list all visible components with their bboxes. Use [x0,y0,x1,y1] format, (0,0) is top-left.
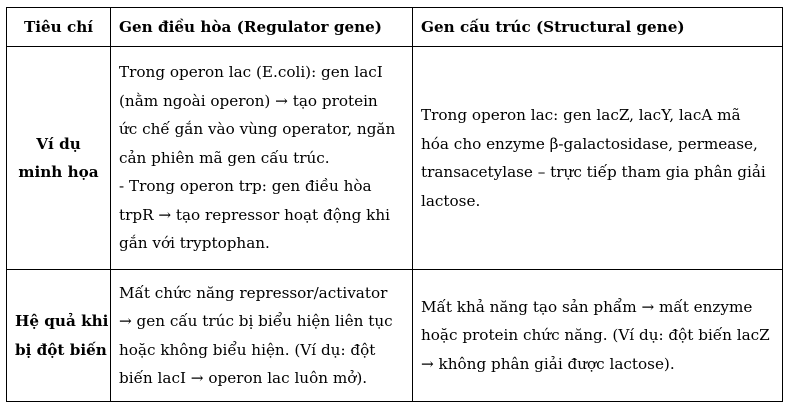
cell-line: ức chế gắn vào vùng operator, ngăn [119,120,396,139]
row-label-line: minh họa [18,163,99,181]
row-label-line: Ví dụ [36,134,81,153]
header-structural-gene: Gen cấu trúc (Structural gene) [413,8,783,47]
cell-line: gắn với tryptophan. [119,234,270,253]
row-label-line: Hệ quả khi [15,312,109,330]
cell-line: Trong operon lac (E.coli): gen lacI [119,63,383,82]
cell-line: Mất khả năng tạo sản phẩm → mất enzyme [421,297,753,316]
cell-line: hóa cho enzyme β-galactosidase, permease, [421,134,758,153]
row-label-example [7,47,111,270]
cell-line: - Trong operon trp: gen điều hòa [119,177,372,196]
header-regulator-gene: Gen điều hòa (Regulator gene) [111,8,413,47]
cell-line: hoặc không biểu hiện. (Ví dụ: đột [119,340,376,359]
header-criteria: Tiêu chí [7,8,111,47]
regulator-mutation-cell [111,270,413,402]
cell-line: cản phiên mã gen cấu trúc. [119,148,330,167]
table-row-mutation [7,270,783,402]
cell-line: biến lacI → operon lac luôn mở). [119,369,368,387]
cell-line: → gen cấu trúc bị biểu hiện liên tục [119,312,393,330]
cell-line: Mất chức năng repressor/activator [119,283,388,302]
cell-line: hoặc protein chức năng. (Ví dụ: đột biến lacZ [421,326,770,345]
cell-line: Trong operon lac: gen lacZ, lacY, lacA mã [421,106,741,124]
cell-line: (nằm ngoài operon) → tạo protein [119,91,378,110]
cell-line: trpR → tạo repressor hoạt động khi [119,205,391,224]
header-row [7,8,783,47]
cell-line: lactose. [421,191,481,210]
row-label-mutation [7,270,111,402]
cell-line: → không phân giải được lactose). [421,354,675,373]
row-label-line: bị đột biến [15,340,107,359]
table-row-example [7,47,783,270]
structural-example-cell [413,47,783,270]
structural-mutation-cell [413,270,783,402]
regulator-example-cell [111,47,413,270]
comparison-table [6,7,783,402]
cell-line: transacetylase – trực tiếp tham gia phân giải [421,163,766,181]
